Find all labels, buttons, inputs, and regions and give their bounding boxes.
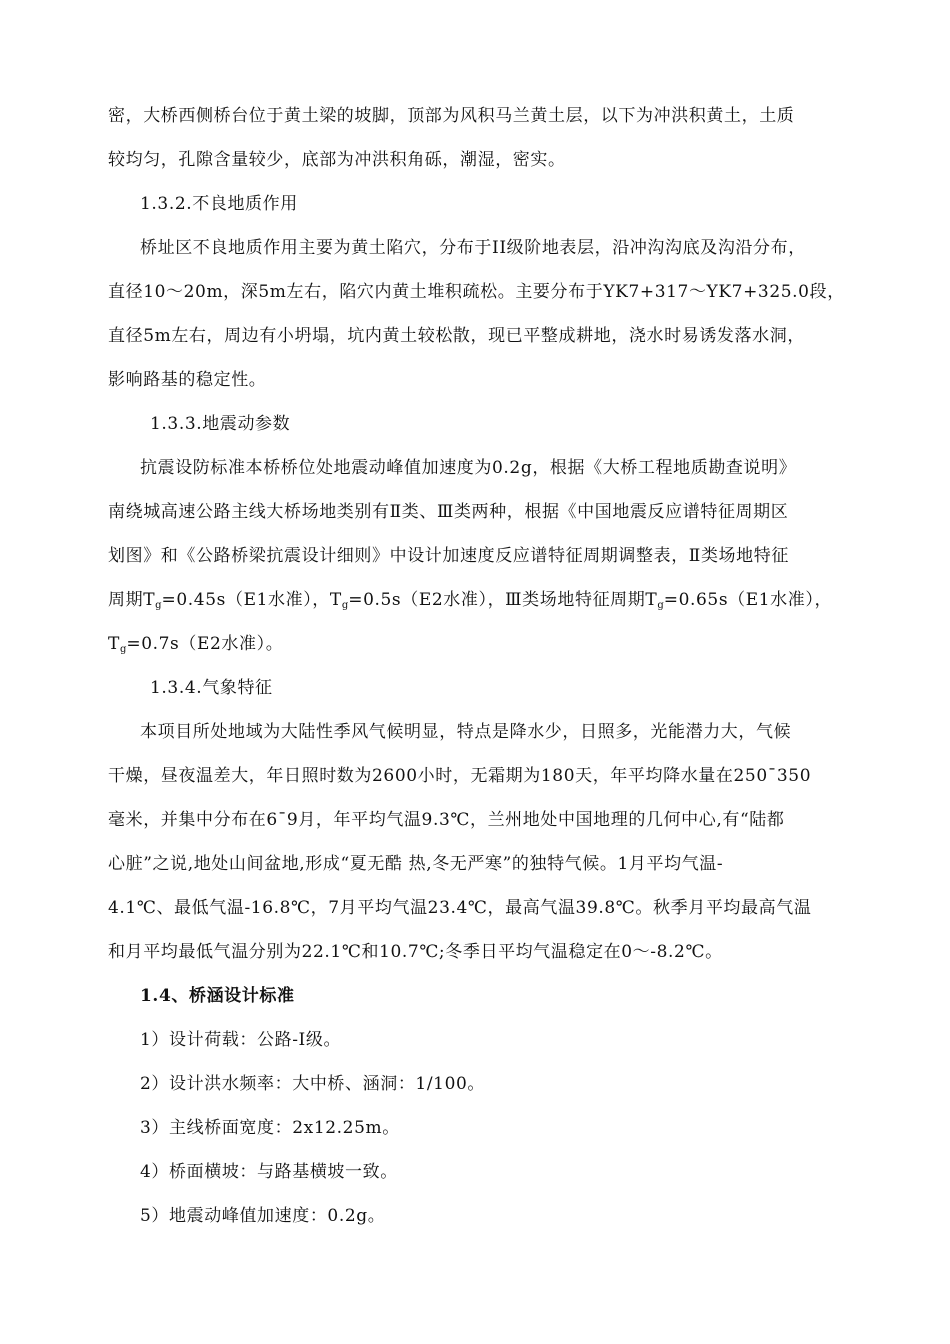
paragraph-line: 划图》和《公路桥梁抗震设计细则》中设计加速度反应谱特征周期调整表，Ⅱ类场地特征 xyxy=(108,546,789,566)
list-item: 4）桥面横坡：与路基横坡一致。 xyxy=(140,1162,398,1182)
list-item: 3）主线桥面宽度：2x12.25m。 xyxy=(140,1118,400,1138)
section-heading-1-3-4: 1.3.4.气象特征 xyxy=(150,678,273,698)
list-item: 2）设计洪水频率：大中桥、涵洞：1/100。 xyxy=(140,1074,486,1094)
paragraph-line: 桥址区不良地质作用主要为黄土陷穴，分布于II级阶地表层，沿冲沟沟底及沟沿分布， xyxy=(140,238,806,258)
list-item: 5）地震动峰值加速度：0.2g。 xyxy=(140,1206,386,1226)
paragraph-line: 密，大桥西侧桥台位于黄土梁的坡脚，顶部为风积马兰黄土层，以下为冲洪积黄土，土质 xyxy=(108,106,795,126)
text-run: T xyxy=(108,634,120,654)
text-run: =0.65s（E1水准）， xyxy=(663,590,833,610)
section-heading-1-4: 1.4、桥涵设计标准 xyxy=(140,986,295,1006)
paragraph-line: 心脏”之说,地处山间盆地,形成“夏无酷 热,冬无严寒”的独特气候。1月平均气温- xyxy=(108,854,724,874)
paragraph-line: 直径5m左右，周边有小坍塌，坑内黄土较松散，现已平整成耕地，浇水时易诱发落水洞， xyxy=(108,326,805,346)
subscript-g: g xyxy=(341,600,349,611)
paragraph-line: 干燥，昼夜温差大，年日照时数为2600小时，无霜期为180天，年平均降水量在250¯350 xyxy=(108,766,812,786)
paragraph-line: 和月平均最低气温分别为22.1℃和10.7℃;冬季日平均气温稳定在0～-8.2℃。 xyxy=(108,942,723,962)
paragraph-line: 本项目所处地域为大陆性季风气候明显，特点是降水少，日照多，光能潜力大，气候 xyxy=(140,722,792,742)
paragraph-line: 影响路基的稳定性。 xyxy=(108,370,267,390)
text-run: 周期T xyxy=(108,590,156,610)
paragraph-line: 较均匀，孔隙含量较少，底部为冲洪积角砾，潮湿，密实。 xyxy=(108,150,566,170)
paragraph-line: 直径10～20m，深5m左右，陷穴内黄土堆积疏松。主要分布于YK7+317～YK7+325.0段， xyxy=(108,282,845,302)
paragraph-line xyxy=(108,588,853,618)
paragraph-line: 毫米，并集中分布在6¯9月，年平均气温9.3℃，兰州地处中国地理的几何中心,有“陆都 xyxy=(108,810,785,830)
text-run: =0.7s（E2水准）。 xyxy=(126,634,284,654)
paragraph-line: 4.1℃、最低气温-16.8℃，7月平均气温23.4℃，最高气温39.8℃。秋季月平均最高气温 xyxy=(108,898,812,918)
text-run: =0.45s（E1水准），T xyxy=(161,590,342,610)
section-heading-1-3-3: 1.3.3.地震动参数 xyxy=(150,414,291,434)
paragraph-line: 南绕城高速公路主线大桥场地类别有Ⅱ类、Ⅲ类两种，根据《中国地震反应谱特征周期区 xyxy=(108,502,789,522)
text-run: =0.5s（E2水准），Ⅲ类场地特征周期T xyxy=(348,590,658,610)
subscript-g: g xyxy=(119,644,127,655)
section-heading-1-3-2: 1.3.2.不良地质作用 xyxy=(140,194,298,214)
subscript-g: g xyxy=(657,600,664,611)
subscript-g: g xyxy=(155,600,162,611)
paragraph-line xyxy=(108,632,853,662)
paragraph-line: 抗震设防标准本桥桥位处地震动峰值加速度为0.2g，根据《大桥工程地质勘查说明》 xyxy=(140,458,797,478)
list-item: 1）设计荷载：公路-Ⅰ级。 xyxy=(140,1030,342,1050)
